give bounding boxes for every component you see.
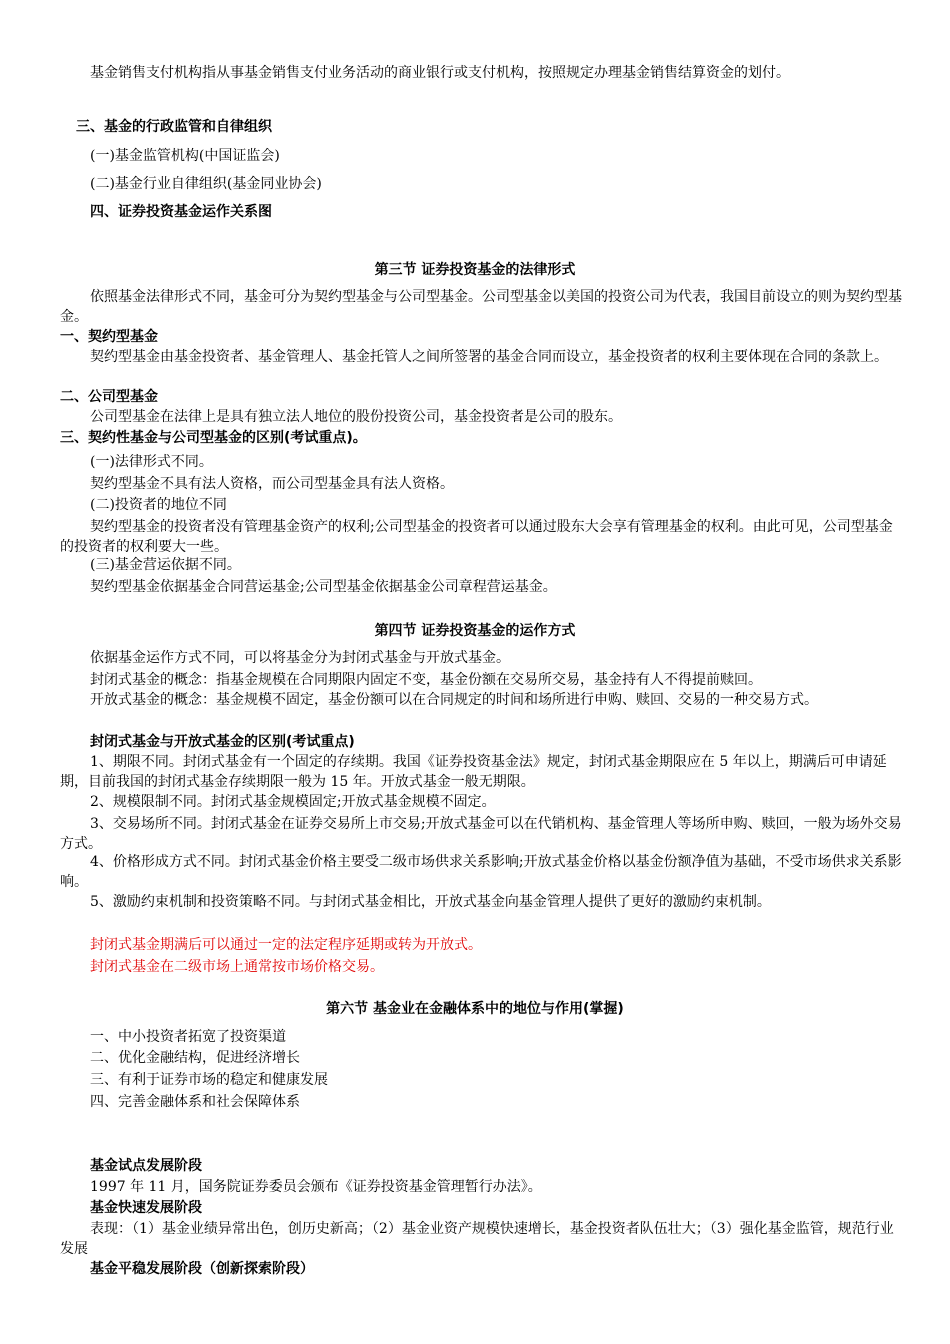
diff3-text: 契约型基金依据基金合同营运基金;公司型基金依据基金公司章程营运基金。 <box>90 579 557 595</box>
heading-corporate-fund: 二、公司型基金 <box>60 389 158 405</box>
closed-fund-definition: 封闭式基金的概念：指基金规模在合同期限内固定不变，基金份额在交易所交易，基金持有人不得提前赎回。 <box>90 672 762 688</box>
list-item: 二、优化金融结构，促进经济增长 <box>90 1050 300 1066</box>
section6-title: 第六节 基金业在金融体系中的地位与作用(掌握) <box>326 1001 624 1017</box>
paragraph-contract-fund: 契约型基金由基金投资者、基金管理人、基金托管人之间所签署的基金合同而设立，基金投资者的权利主要体现在合同的条款上。 <box>90 349 888 365</box>
heading-differences: 三、契约性基金与公司型基金的区别(考试重点)。 <box>60 430 367 446</box>
heading-closed-vs-open: 封闭式基金与开放式基金的区别(考试重点) <box>90 734 355 750</box>
difference-incentive: 5、激励约束机制和投资策略不同。与封闭式基金相比，开放式基金向基金管理人提供了更好的激励约束机制。 <box>90 894 771 910</box>
note-closed-fund-expiry: 封闭式基金期满后可以通过一定的法定程序延期或转为开放式。 <box>90 937 482 953</box>
open-fund-definition: 开放式基金的概念：基金规模不固定，基金份额可以在合同规定的时间和场所进行申购、赎回、交易的一种交易方式。 <box>90 692 818 708</box>
difference-scale: 2、规模限制不同。封闭式基金规模固定;开放式基金规模不固定。 <box>90 794 496 810</box>
difference-term: 1、期限不同。封闭式基金有一个固定的存续期。我国《证券投资基金法》规定，封闭式基金期限应在 5 年以上，期满后可申请延期，目前我国的封闭式基金存续期限一般为 15 年。开放式基金一般无期限。 <box>60 754 887 790</box>
list-item: 四、完善金融体系和社会保障体系 <box>90 1094 300 1110</box>
heading-operation-diagram: 四、证券投资基金运作关系图 <box>90 204 272 220</box>
diff1-title: (一)法律形式不同。 <box>90 454 213 470</box>
list-item: 一、中小投资者拓宽了投资渠道 <box>90 1029 286 1045</box>
diff1-text: 契约型基金不具有法人资格，而公司型基金具有法人资格。 <box>90 476 454 492</box>
note-closed-fund-trading: 封闭式基金在二级市场上通常按市场价格交易。 <box>90 959 384 975</box>
section4-intro: 依据基金运作方式不同，可以将基金分为封闭式基金与开放式基金。 <box>90 650 510 666</box>
paragraph-pilot-stage: 1997 年 11 月，国务院证券委员会颁布《证券投资基金管理暂行办法》。 <box>90 1179 542 1195</box>
paragraph-corporate-fund: 公司型基金在法律上是具有独立法人地位的股份投资公司，基金投资者是公司的股东。 <box>90 409 622 425</box>
diff2-title: (二)投资者的地位不同 <box>90 497 227 513</box>
list-item: 三、有利于证券市场的稳定和健康发展 <box>90 1072 328 1088</box>
section3-title: 第三节 证券投资基金的法律形式 <box>374 262 576 278</box>
difference-venue: 3、交易场所不同。封闭式基金在证券交易所上市交易;开放式基金可以在代销机构、基金管理人等场所申购、赎回，一般为场外交易方式。 <box>60 816 902 852</box>
section4-title: 第四节 证券投资基金的运作方式 <box>374 623 576 639</box>
heading-rapid-stage: 基金快速发展阶段 <box>90 1200 202 1216</box>
section3-intro: 依照基金法律形式不同，基金可分为契约型基金与公司型基金。公司型基金以美国的投资公司为代表，我国目前设立的则为契约型基金。 <box>60 289 902 325</box>
paragraph-payment-institution: 基金销售支付机构指从事基金销售支付业务活动的商业银行或支付机构，按照规定办理基金销售结算资金的划付。 <box>90 65 790 81</box>
diff2-text: 契约型基金的投资者没有管理基金资产的权利;公司型基金的投资者可以通过股东大会享有管理基金的权利。由此可见，公司型基金的投资者的权利要大一些。 <box>60 519 893 555</box>
diff3-title: (三)基金营运依据不同。 <box>90 557 241 573</box>
heading-pilot-stage: 基金试点发展阶段 <box>90 1158 202 1174</box>
heading-regulation: 三、基金的行政监管和自律组织 <box>76 119 272 135</box>
heading-contract-fund: 一、契约型基金 <box>60 329 158 345</box>
difference-pricing: 4、价格形成方式不同。封闭式基金价格主要受二级市场供求关系影响;开放式基金价格以基金份额净值为基础，不受市场供求关系影响。 <box>60 854 902 890</box>
paragraph-rapid-stage: 表现：（1）基金业绩异常出色，创历史新高；（2）基金业资产规模快速增长，基金投资者队伍壮大；（3）强化基金监管，规范行业发展 <box>60 1221 894 1257</box>
item-self-regulatory: (二)基金行业自律组织(基金同业协会) <box>90 176 322 192</box>
heading-stable-stage: 基金平稳发展阶段（创新探索阶段） <box>90 1261 314 1277</box>
item-regulator: (一)基金监管机构(中国证监会) <box>90 148 280 164</box>
